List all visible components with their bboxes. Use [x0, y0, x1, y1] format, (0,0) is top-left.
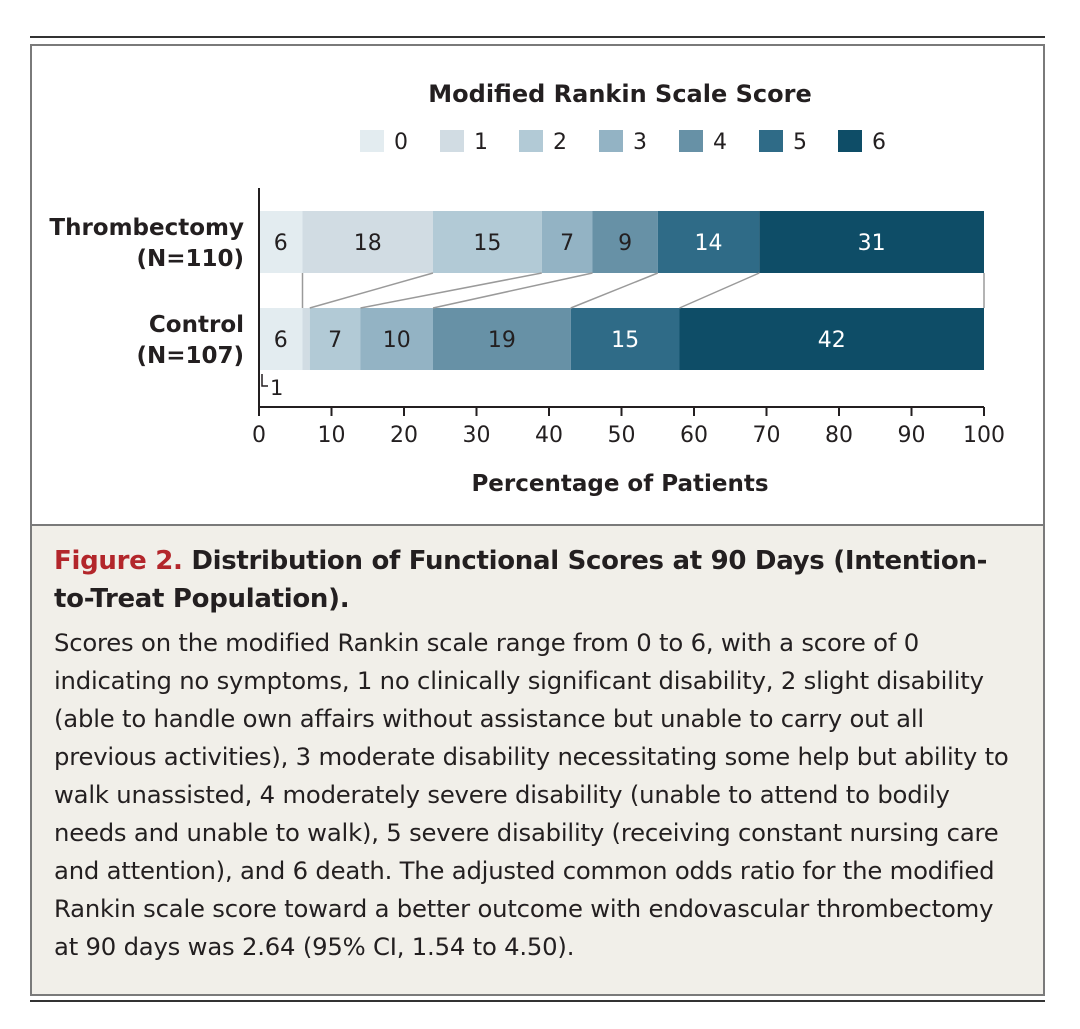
x-tick-label: 40 — [535, 423, 563, 448]
legend-label-3: 3 — [633, 130, 647, 155]
chart-title: Modified Rankin Scale Score — [428, 80, 812, 108]
bar-value-label-control-score-4: 19 — [487, 328, 516, 353]
connector-line — [680, 273, 760, 308]
category-labels — [49, 215, 244, 369]
x-tick-label: 20 — [390, 423, 418, 448]
annotation-bracket — [262, 374, 268, 386]
x-tick-label: 30 — [462, 423, 491, 448]
top-rule — [30, 36, 1045, 38]
caption-title-text: Distribution of Functional Scores at 90 Days (Intention-to-Treat Population). — [54, 546, 988, 614]
x-axis-label: Percentage of Patients — [471, 471, 769, 497]
bar-value-label-thrombectomy-score-2: 15 — [473, 231, 502, 256]
bars — [259, 211, 984, 370]
bar-value-label-thrombectomy-score-6: 31 — [857, 231, 886, 256]
legend-swatch-4 — [679, 130, 703, 152]
legend-swatch-6 — [838, 130, 862, 152]
bar-value-label-thrombectomy-score-1: 18 — [353, 231, 382, 256]
bar-value-label-control-score-5: 15 — [611, 328, 640, 353]
caption-body: Scores on the modified Rankin scale range from 0 to 6, with a score of 0 indicating no symptoms, 1 no clinically significant disability, 2 slight disability (able to handle own affairs without assistance but unable to carry out all previous activities), 3 moderate disability necessitating some help but ability to walk unassisted, 4 moderately severe disability (unable to attend to bodily needs and unable to walk), 5 severe disability (receiving constant nursing care and attention), and 6 death. The adjusted common odds ratio for the modified Rankin scale score toward a better outcome with endovascular thrombectomy at 90 days was 2.64 (95% CI, 1.54 to 4.50). — [54, 628, 1009, 961]
category-sublabel: (N=107) — [136, 343, 244, 369]
x-tick-label: 90 — [897, 423, 926, 448]
bar-value-label-control-score-6: 42 — [817, 328, 846, 353]
x-tick-label: 50 — [607, 423, 636, 448]
figure-label: Figure 2. — [54, 546, 183, 576]
connector-line — [310, 273, 433, 308]
x-tick-label: 60 — [680, 423, 708, 448]
bar-segment-control-score-1 — [303, 308, 310, 370]
category-label: Thrombectomy — [49, 215, 244, 241]
legend-swatch-5 — [759, 130, 783, 152]
legend-swatch-3 — [599, 130, 623, 152]
bottom-rule — [30, 1000, 1045, 1002]
bar-value-label-thrombectomy-score-5: 14 — [694, 231, 723, 256]
bar-value-label-control-score-0: 6 — [273, 328, 288, 353]
annotation-label: 1 — [270, 376, 284, 400]
legend-swatch-2 — [519, 130, 543, 152]
bar-value-label-thrombectomy-score-4: 9 — [618, 231, 633, 256]
legend-label-1: 1 — [474, 130, 488, 155]
category-sublabel: (N=110) — [136, 246, 244, 272]
legend-label-0: 0 — [394, 130, 408, 155]
legend-label-2: 2 — [553, 130, 567, 155]
x-tick-label: 70 — [752, 423, 781, 448]
bar-value-label-thrombectomy-score-3: 7 — [560, 231, 575, 256]
x-tick-label: 0 — [252, 423, 266, 448]
legend-label-5: 5 — [793, 130, 807, 155]
bar-value-label-thrombectomy-score-0: 6 — [273, 231, 288, 256]
caption-title — [54, 542, 1021, 618]
x-tick-label: 10 — [317, 423, 346, 448]
legend — [360, 130, 886, 155]
bar-value-label-control-score-2: 7 — [328, 328, 343, 353]
legend-label-4: 4 — [713, 130, 727, 155]
figure-caption — [32, 524, 1043, 994]
connector-line — [571, 273, 658, 308]
x-tick-label: 100 — [963, 423, 1005, 448]
category-label: Control — [148, 312, 244, 338]
stacked-bar-chart — [32, 46, 1043, 524]
legend-swatch-0 — [360, 130, 384, 152]
legend-swatch-1 — [440, 130, 464, 152]
bar-value-label-control-score-3: 10 — [382, 328, 411, 353]
x-tick-label: 80 — [825, 423, 853, 448]
legend-label-6: 6 — [872, 130, 886, 155]
figure-frame — [30, 44, 1045, 996]
